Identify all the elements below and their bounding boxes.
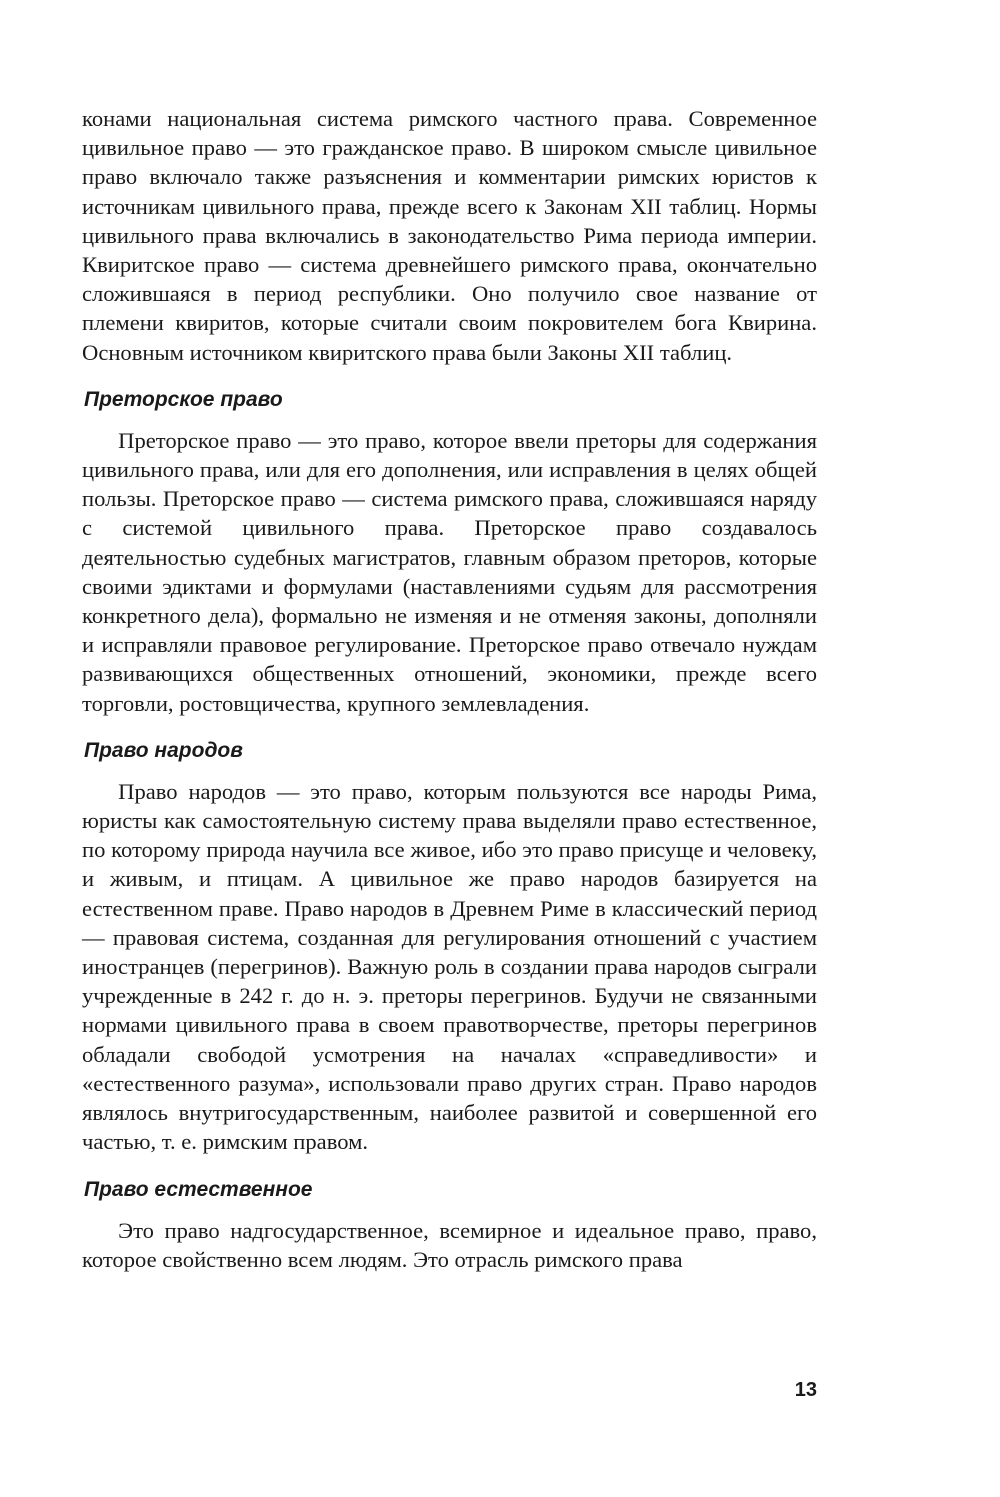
section-heading-natural-law: Право естественное bbox=[84, 1177, 313, 1201]
page-number: 13 bbox=[794, 1379, 817, 1401]
intro-paragraph: конами национальная система римского частного права. Современное цивильное право — это гражданское право. В широком смысле цивильное право включало также разъяснения и комментарии римских юристов к источникам цивильного права, прежде всего к Законам XII таблиц. Нормы цивильного права включались в законодательство Рима периода империи. Квиритское право — система древнейшего римского права, окончательно сложившаяся в период республики. Оно получило свое название от племени квиритов, которые считали своим покровителем бога Квирина. Основным источником квиритского права были Законы XII таблиц. bbox=[82, 106, 817, 365]
section-paragraph-praetorian-law: Преторское право — это право, которое ввели преторы для содержания цивильного права, или для его дополнения, или исправления в целях общей пользы. Преторское право — система римского права, сложившаяся наряду с системой цивильного права. Преторское право создавалось деятельностью судебных магистратов, главным образом преторов, которые своими эдиктами и формулами (наставлениями судьям для рассмотрения конкретного дела), формально не изменяя и не отменяя законы, дополняли и исправляли правовое регулирование. Преторское право отвечало нуждам развивающихся общественных отношений, экономики, прежде всего торговли, ростовщичества, крупного землевладения. bbox=[82, 427, 817, 716]
section-paragraph-law-of-peoples: Право народов — это право, которым пользуются все народы Рима, юристы как самостоятельную систему права выделяли право естественное, по которому природа научила все живое, ибо это право присуще и человеку, и живым, и птицам. А цивильное же право народов базируется на естественном праве. Право народов в Древнем Риме в классический период — правовая система, созданная для регулирования отношений с участием иностранцев (перегринов). Важную роль в создании права народов сыграли учрежденные в 242 г. до н. э. преторы перегринов. Будучи не связанными нормами цивильного права в своем правотворчестве, преторы перегринов обладали свободой усмотрения на началах «справедливости» и «естественного разума», использовали право других стран. Право народов являлось внутригосударственным, наиболее развитой и совершенной его частью, т. е. римским правом. bbox=[82, 778, 817, 1155]
section-heading-praetorian-law: Преторское право bbox=[84, 387, 283, 411]
section-paragraph-natural-law: Это право надгосударственное, всемирное и идеальное право, право, которое свойственно всем людям. Это отрасль римского права bbox=[82, 1217, 817, 1272]
page-content bbox=[82, 104, 817, 1274]
section-heading-law-of-peoples: Право народов bbox=[84, 738, 243, 762]
